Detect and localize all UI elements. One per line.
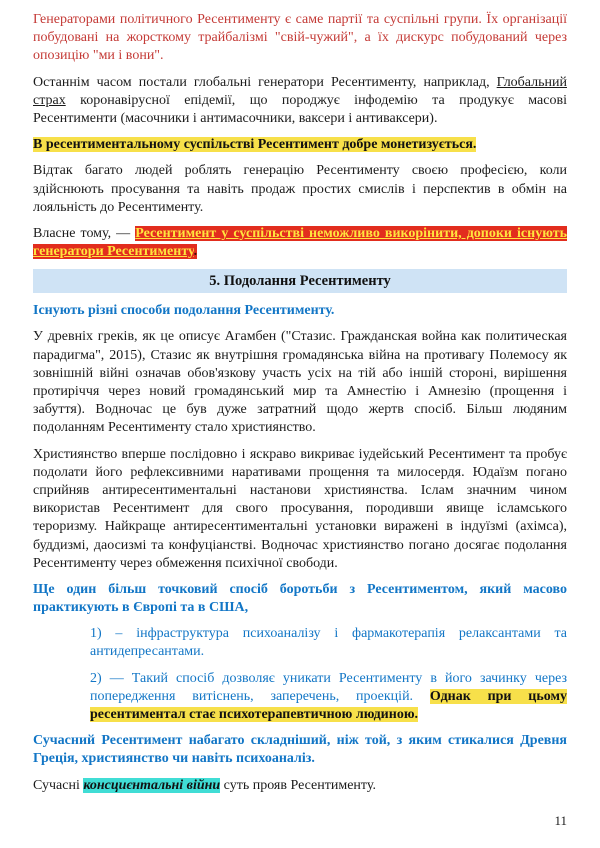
- run-monetization-yellow-highlight: В ресентиментальному суспільстві Ресентимент добре монетизується.: [33, 137, 477, 153]
- run-consciental-lead: Сучасні: [33, 777, 84, 793]
- paragraph-monetization: [33, 136, 567, 154]
- run-global-generators-tail: коронавірусної епідемії, що породжує інфодемію та продукує масові Ресентименти (масочники і антимасочники, ваксери і антиваксери).: [33, 92, 567, 126]
- run-therefore-lead: Власне тому, —: [33, 225, 136, 241]
- paragraph-profession: Відтак багато людей роблять генерацію Ресентименту своєю професією, коли здійснюють просування та навіть продаж простих смислів і перспектив в обмін на лояльність до Ресентименту.: [33, 163, 567, 215]
- run-global-fear-underlined: Глобальний страх: [33, 74, 567, 108]
- paragraph-ways-to-overcome: Існують різні способи подолання Ресентименту.: [33, 303, 335, 319]
- paragraph-targeted-method: Ще один більш точковий спосіб боротьби з Ресентиментом, який масово практикують в Європі та в США,: [33, 581, 567, 616]
- paragraph-cannot-eradicate: [33, 225, 567, 261]
- page-number: 11: [554, 813, 567, 828]
- paragraph-global-generators: [33, 74, 567, 129]
- paragraph-christianity: Християнство вперше послідовно і яскраво викриває іудейський Ресентимент та пробує подолати його рефлексивними наративами прощення та милосердя. Юдаїзм погано сприйняв антиресентиментальні настанови християнства. Іслам значним чином використав Ресентимент для свого просування, породивши явище ісламського тероризму. Найкраще антиресентиментальні установки виражені в індуїзмі (ахімса), буддизмі, даосизмі та конфуціанстві. Водночас християнство погано досягає подолання Ресентименту через обмеження психічної свободи.: [33, 446, 567, 571]
- run-consciental-tail: суть прояв Ресентименту.: [220, 777, 376, 793]
- run-avoiding-resentment-lead: 2) — Такий спосіб дозволяє уникати Ресентименту в його зачинку через попередження витіснень, заперечень, проекцій.: [90, 670, 567, 704]
- list-item-psychoanalysis-infrastructure: 1) – інфраструктура психоаналізу і фармакотерапія релаксантами та антидепресантами.: [90, 626, 567, 660]
- paragraph-consciental-wars: [33, 777, 567, 795]
- run-red-highlight-period: .: [193, 244, 198, 260]
- section-header-overcoming-resentment: 5. Подолання Ресентименту: [33, 269, 567, 293]
- paragraph-modern-resentment: Сучасний Ресентимент набагато складніший, ніж той, з яким стикалися Древня Греція, християнство чи навіть психоаналіз.: [33, 733, 567, 767]
- run-global-generators-lead: Останнім часом постали глобальні генератори Ресентименту, наприклад,: [33, 74, 497, 90]
- run-cannot-eradicate-red-highlight: Ресентимент у суспільстві неможливо викорінити, допоки існують генератори Ресентименту: [33, 225, 567, 260]
- run-consciental-wars-cyan-highlight: консциєнтальні війни: [83, 777, 221, 793]
- paragraph-political-generators: Генераторами політичного Ресентименту є саме партії та суспільні групи. Їх організації побудовані на жорсткому трайбалізмі "свій-чужий", а їх дискурс побудований через опозицію "ми і вони".: [33, 12, 567, 64]
- paragraph-ancient-greeks: У древніх греків, як це описує Агамбен ("Стазис. Гражданская война как политическая парадигма", 2015), Стазис як внутрішня громадянська війна на противагу Полемосу як зовнішній війні означав обов'язкову участь усіх на тій або іншій стороні, вирішення протиріччя через новий громадянський мир та Амнестію і Амнезію (прощення і забуття). Водночас це був дуже затратний щодо жертв спосіб. Більш людяним подоланням Ресентименту стало християнство.: [33, 329, 567, 436]
- list-item-avoiding-resentment: [90, 670, 567, 725]
- run-psychotherapeutic-yellow-highlight: Однак при цьому ресентиментал стає психотерапевтичною людиною.: [90, 688, 568, 722]
